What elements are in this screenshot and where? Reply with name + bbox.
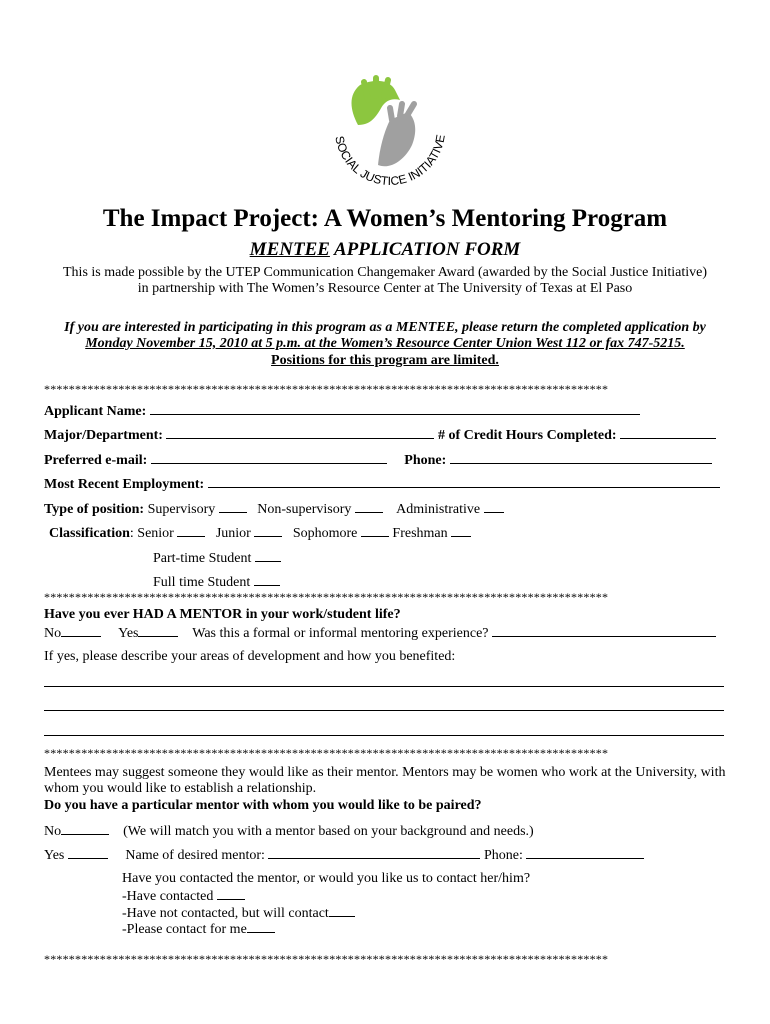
subtitle-mentee: MENTEE — [249, 239, 330, 260]
employment-label: Most Recent Employment: — [44, 477, 205, 492]
pair-yes-label: Yes — [44, 848, 65, 863]
separator: ******************************************************************************************* — [44, 382, 609, 396]
mentor-name-label: Name of desired mentor: — [125, 848, 265, 863]
contact-question: Have you contacted the mentor, or would you like us to contact her/him? — [122, 871, 531, 886]
phone-label: Phone: — [404, 453, 447, 468]
email-label: Preferred e-mail: — [44, 453, 148, 468]
have-contacted-field[interactable] — [217, 886, 245, 900]
phone-field[interactable] — [450, 450, 712, 464]
opt-sophomore: Sophomore — [292, 526, 358, 541]
notice-limited: Positions for this program are limited. — [271, 353, 499, 368]
will-contact-label: -Have not contacted, but will contact — [122, 906, 329, 921]
subtitle-rest: APPLICATION FORM — [329, 239, 521, 260]
sophomore-field[interactable] — [361, 523, 389, 537]
classification-colon: : — [129, 526, 134, 541]
separator: ******************************************************************************************* — [44, 590, 609, 604]
opt-administrative: Administrative — [396, 502, 481, 517]
opt-non-supervisory: Non-supervisory — [257, 502, 352, 517]
will-contact-field[interactable] — [329, 903, 355, 917]
intro-line-2: in partnership with The Women’s Resource Center at The University of Texas at El Paso — [137, 281, 633, 296]
major-label: Major/Department: — [44, 428, 163, 443]
opt-junior: Junior — [215, 526, 251, 541]
email-row — [44, 450, 712, 470]
opt-senior: Senior — [137, 526, 174, 541]
pair-yes-field[interactable] — [68, 845, 108, 859]
position-row — [44, 499, 504, 519]
non-supervisory-field[interactable] — [355, 499, 383, 513]
senior-field[interactable] — [177, 523, 205, 537]
junior-field[interactable] — [254, 523, 282, 537]
describe-prompt: If yes, please describe your areas of development and how you benefited: — [44, 649, 456, 664]
intro-line-1: This is made possible by the UTEP Communication Changemaker Award (awarded by the Social Justice Initiative) — [63, 265, 707, 280]
pair-yes-row — [44, 845, 644, 865]
notice-deadline: Monday November 15, 2010 at 5 p.m. at the Women’s Resource Center Union West 112 or fax 747-5215. — [85, 336, 685, 351]
credits-label: # of Credit Hours Completed: — [437, 428, 617, 443]
email-field[interactable] — [151, 450, 387, 464]
full-time-field[interactable] — [254, 572, 280, 586]
pair-no-label: No — [44, 824, 62, 839]
applicant-name-label: Applicant Name: — [44, 404, 147, 419]
notice-line-1: If you are interested in participating in this program as a MENTEE, please return the completed application by — [64, 320, 706, 335]
part-time-row — [153, 548, 281, 568]
had-mentor-question: Have you ever HAD A MENTOR in your work/student life? — [44, 607, 401, 622]
freshman-field[interactable] — [451, 523, 471, 537]
contact-opt-3 — [122, 919, 275, 939]
yes-field[interactable] — [138, 623, 178, 637]
formal-question: Was this a formal or informal mentoring experience? — [192, 626, 489, 641]
had-mentor-row — [44, 623, 716, 643]
mentor-phone-label: Phone: — [483, 848, 523, 863]
administrative-field[interactable] — [484, 499, 504, 513]
please-contact-field[interactable] — [247, 919, 275, 933]
mentor-name-field[interactable] — [268, 845, 480, 859]
classification-label: Classification — [49, 526, 130, 541]
pair-no-note: (We will match you with a mentor based on your background and needs.) — [123, 824, 534, 839]
applicant-name-row — [44, 401, 640, 421]
have-contacted-label: -Have contacted — [122, 889, 214, 904]
describe-line-1[interactable] — [44, 686, 724, 687]
page-title: The Impact Project: A Women’s Mentoring Program — [102, 205, 668, 232]
classification-row — [49, 523, 471, 543]
opt-supervisory: Supervisory — [147, 502, 216, 517]
pair-no-row — [44, 821, 534, 841]
position-label: Type of position: — [44, 502, 145, 517]
part-time-field[interactable] — [255, 548, 281, 562]
major-row — [44, 425, 716, 445]
separator: ******************************************************************************************* — [44, 746, 609, 760]
full-time-label: Full time Student — [153, 575, 251, 590]
opt-freshman: Freshman — [392, 526, 448, 541]
no-label: No — [44, 626, 62, 641]
part-time-label: Part-time Student — [153, 551, 252, 566]
credits-field[interactable] — [620, 425, 716, 439]
describe-line-2[interactable] — [44, 710, 724, 711]
supervisory-field[interactable] — [219, 499, 247, 513]
applicant-name-field[interactable] — [150, 401, 640, 415]
pair-no-field[interactable] — [61, 821, 109, 835]
employment-row — [44, 474, 720, 494]
formal-field[interactable] — [492, 623, 716, 637]
separator: ******************************************************************************************* — [44, 952, 609, 966]
svg-text:SOCIAL JUSTICE INITIATIVE: SOCIAL JUSTICE INITIATIVE — [332, 133, 448, 189]
form-subtitle — [0, 239, 770, 261]
no-field[interactable] — [61, 623, 101, 637]
describe-line-3[interactable] — [44, 735, 724, 736]
employment-field[interactable] — [208, 474, 720, 488]
pair-question: Do you have a particular mentor with whom you would like to be paired? — [44, 798, 482, 813]
pair-intro-2: whom you would like to establish a relationship. — [44, 781, 317, 796]
mentor-phone-field[interactable] — [526, 845, 644, 859]
yes-label: Yes — [118, 626, 139, 641]
pair-intro-1: Mentees may suggest someone they would like as their mentor. Mentors may be women who work at the University, with — [44, 765, 726, 780]
social-justice-initiative-logo — [320, 70, 460, 200]
please-contact-label: -Please contact for me — [122, 922, 247, 937]
major-field[interactable] — [166, 425, 434, 439]
